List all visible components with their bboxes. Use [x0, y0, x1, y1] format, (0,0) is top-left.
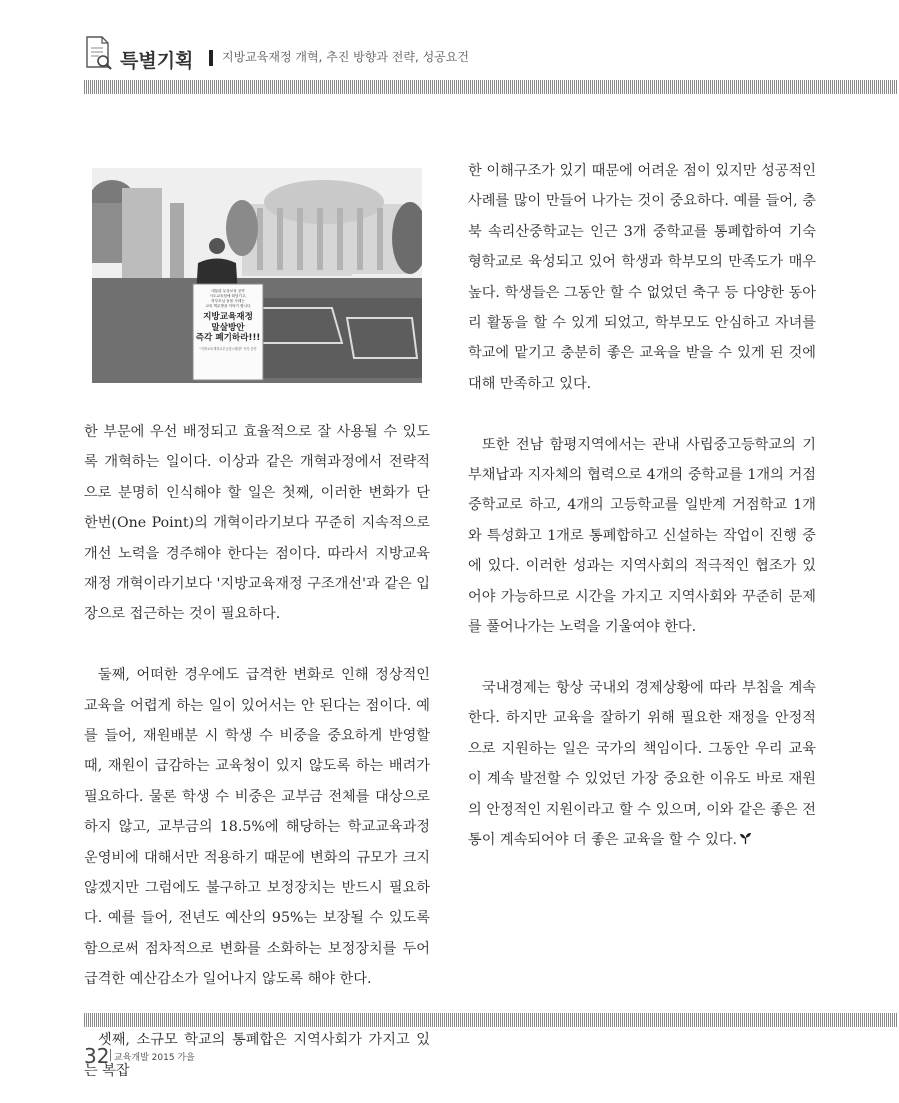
body-paragraph: 둘째, 어떠한 경우에도 급격한 변화로 인해 정상적인 교육을 어렵게 하는 일이 있어서는 안 된다는 점이다. 예를 들어, 재원배분 시 학생 수 비중을 중요하게 반영할 때, 재원이 급감하는 교육청이 있지 않도록 하는 배려가 필요하다. 물론 학생 수 비중은 교부금 전체를 대상으로 하지 않고, 교부금의 18.5%에 해당하는 학교교육과정운영비에 대해서만 적용하기 때문에 변화의 규모가 크지 않겠지만 그럼에도 불구하고 보정장치는 반드시 필요하다. 예를 들어, 전년도 예산의 95%는 보장될 수 있도록 함으로써 점차적으로 변화를 소화하는 보정장치를 두어 급격한 예산감소가 일어나지 않도록 해야 한다.	[84, 667, 430, 988]
left-column-text	[84, 417, 430, 1086]
top-divider-stripe	[84, 80, 898, 94]
section-title: 특별기획	[120, 50, 194, 72]
body-paragraph-final	[468, 673, 816, 855]
leaf-end-mark-icon	[739, 832, 752, 845]
body-paragraph: 또한 전남 함평지역에서는 관내 사립중고등학교의 기부채납과 지자체의 협력으로 4개의 중학교를 1개의 거점 중학교로 하고, 4개의 고등학교를 일반계 거점학교 1개와 특성화고 1개로 통폐합하고 신설하는 작업이 진행 중에 있다. 이러한 성과는 지역사회의 적극적인 협조가 있어야 가능하므로 시간을 가지고 지역사회와 꾸준히 문제를 풀어나가는 노력을 기울여야 한다.	[468, 436, 816, 636]
header-divider	[209, 50, 213, 66]
body-paragraph: 한 이해구조가 있기 때문에 어려운 점이 있지만 성공적인 사례를 많이 만들어 나가는 것이 중요하다. 예를 들어, 충북 속리산중학교는 인근 3개 중학교를 통폐합하여 기숙형학교로 육성되고 있어 학생과 학부모의 만족도가 매우 높다. 학생들은 그동안 할 수 없었던 축구 등 다양한 동아리 활동을 할 수 있게 되었고, 학부모도 안심하고 자녀를 학교에 맡기고 충분히 좋은 교육을 받을 수 있게 된 것에 대해 만족하고 있다.	[468, 163, 816, 392]
body-paragraph: 셋째, 소규모 학교의 통폐합은 지역사회가 가지고 있는 복잡	[84, 1032, 430, 1079]
protest-sign	[195, 286, 261, 378]
sign-main-text: 지방교육재정 말살방안 즉각 폐기하라!!!	[195, 312, 261, 343]
bottom-divider-stripe	[84, 1013, 898, 1027]
right-column-text	[468, 156, 816, 855]
final-paragraph-text: 국내경제는 항상 국내외 경제상황에 따라 부침을 계속한다. 하지만 교육을 잘하기 위해 필요한 재정을 안정적으로 지원하는 일은 국가의 책임이다. 그동안 우리 교육이 계속 발전할 수 있었던 가장 중요한 이유도 바로 재원의 안정적인 지원이라고 할 수 있으며, 이와 같은 좋은 전통이 계속되어야 더 좋은 교육을 할 수 있다.	[468, 679, 816, 848]
body-paragraph: 한 부문에 우선 배정되고 효율적으로 잘 사용될 수 있도록 개혁하는 일이다. 이상과 같은 개혁과정에서 전략적으로 분명히 인식해야 할 일은 첫째, 이러한 변화가 단 한번(One Point)의 개혁이라기보다 꾸준히 지속적으로 개선 노력을 경주해야 한다는 점이다. 따라서 지방교육재정 개혁이라기보다 '지방교육재정 구조개선'과 같은 입장으로 접근하는 것이 필요하다.	[84, 424, 430, 623]
article-subtitle: 지방교육재정 개혁, 추진 방향과 전략, 성공요건	[222, 50, 469, 64]
publication-label: 교육개발 2015 가을	[114, 1053, 195, 1063]
footer-divider	[110, 1049, 111, 1061]
document-search-icon	[84, 34, 114, 74]
sign-small-text: 대통령 무상보육 공약 시도교육청에 떠넘기고, 학부모님 돌볼 사태는 교육 책무방을 이야기 합니다	[205, 289, 251, 308]
page-header	[84, 34, 844, 74]
sign-footer-text: "지방교육재정교부금법시행령" 즉각 중단	[199, 346, 257, 351]
page-number: 32	[84, 1044, 110, 1068]
protest-photo	[92, 168, 422, 383]
